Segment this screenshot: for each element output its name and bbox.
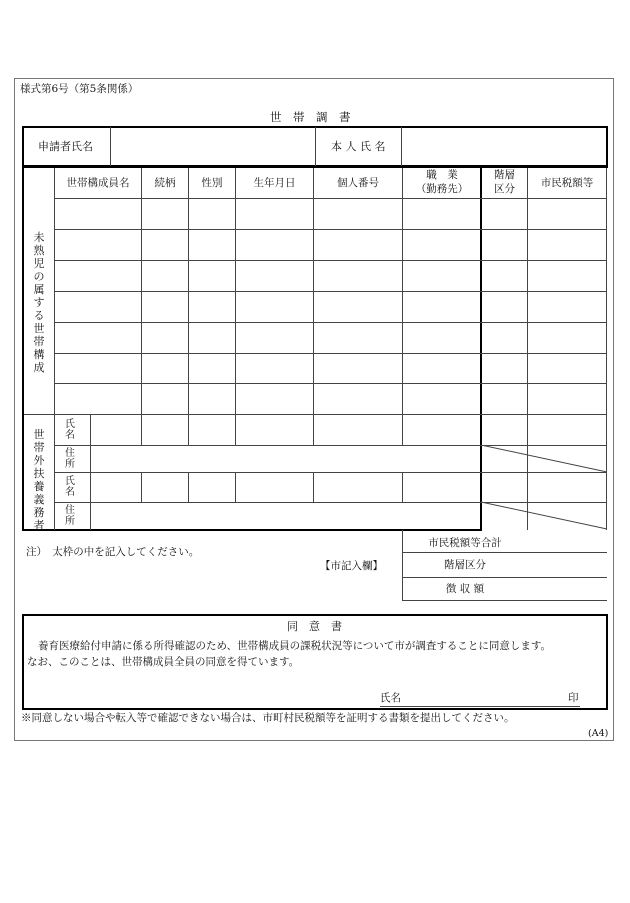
seal-mark: 印 bbox=[568, 692, 579, 704]
col-member-name: 世帯構成員名 bbox=[66, 177, 130, 189]
form-title: 世 帯 調 書 bbox=[270, 110, 351, 124]
dependent1-name-label: 氏名 bbox=[65, 419, 75, 441]
col-relation: 続柄 bbox=[154, 177, 176, 189]
applicant-name-label: 申請者氏名 bbox=[38, 140, 93, 153]
dependent1-address-label: 住所 bbox=[65, 448, 75, 470]
col-workplace: （勤務先） bbox=[415, 183, 469, 195]
footer-remark: ※同意しない場合や転入等で確認できない場合は、市町村民税額等を証明する書類を提出してください。 bbox=[21, 712, 515, 724]
form-number: 様式第6号（第5条関係） bbox=[20, 83, 139, 95]
note-text: 注） 太枠の中を記入してください。 bbox=[26, 546, 200, 558]
col-personal-number: 個人番号 bbox=[337, 177, 379, 189]
col-gender: 性別 bbox=[201, 177, 223, 189]
tax-total-label: 市民税額等合計 bbox=[428, 537, 502, 549]
group-dependent-label: 世帯外扶養義務者 bbox=[33, 428, 45, 532]
consent-line2: なお、このことは、世帯構成員全員の同意を得ています。 bbox=[27, 656, 300, 668]
consent-name-label: 氏名 bbox=[380, 692, 401, 704]
dependent2-address-label: 住所 bbox=[65, 505, 75, 527]
col-category: 区分 bbox=[494, 183, 515, 195]
household-table bbox=[22, 166, 482, 531]
consent-title: 同 意 書 bbox=[287, 620, 342, 633]
self-name-label: 本 人 氏 名 bbox=[331, 140, 386, 153]
consent-line1: 養育医療給付申請に係る所得確認のため、世帯構成員の課税状況等について市が調査することに同意します。 bbox=[38, 640, 552, 652]
diagonal-strikes bbox=[481, 445, 608, 531]
col-tax-amount: 市民税額等 bbox=[540, 177, 594, 189]
group-household-label: 未熟児の属する世帯構成 bbox=[33, 231, 45, 374]
tier-label: 階層区分 bbox=[444, 559, 486, 571]
dependent2-name-label: 氏名 bbox=[65, 476, 75, 498]
col-tier: 階層 bbox=[494, 169, 515, 181]
amount-label: 徴 収 額 bbox=[445, 583, 485, 595]
office-use-label: 【市記入欄】 bbox=[320, 560, 383, 572]
paper-size: (A4) bbox=[588, 728, 609, 739]
col-birthdate: 生年月日 bbox=[253, 177, 296, 189]
signature-line bbox=[380, 706, 580, 707]
col-occupation: 職 業 bbox=[426, 169, 458, 181]
